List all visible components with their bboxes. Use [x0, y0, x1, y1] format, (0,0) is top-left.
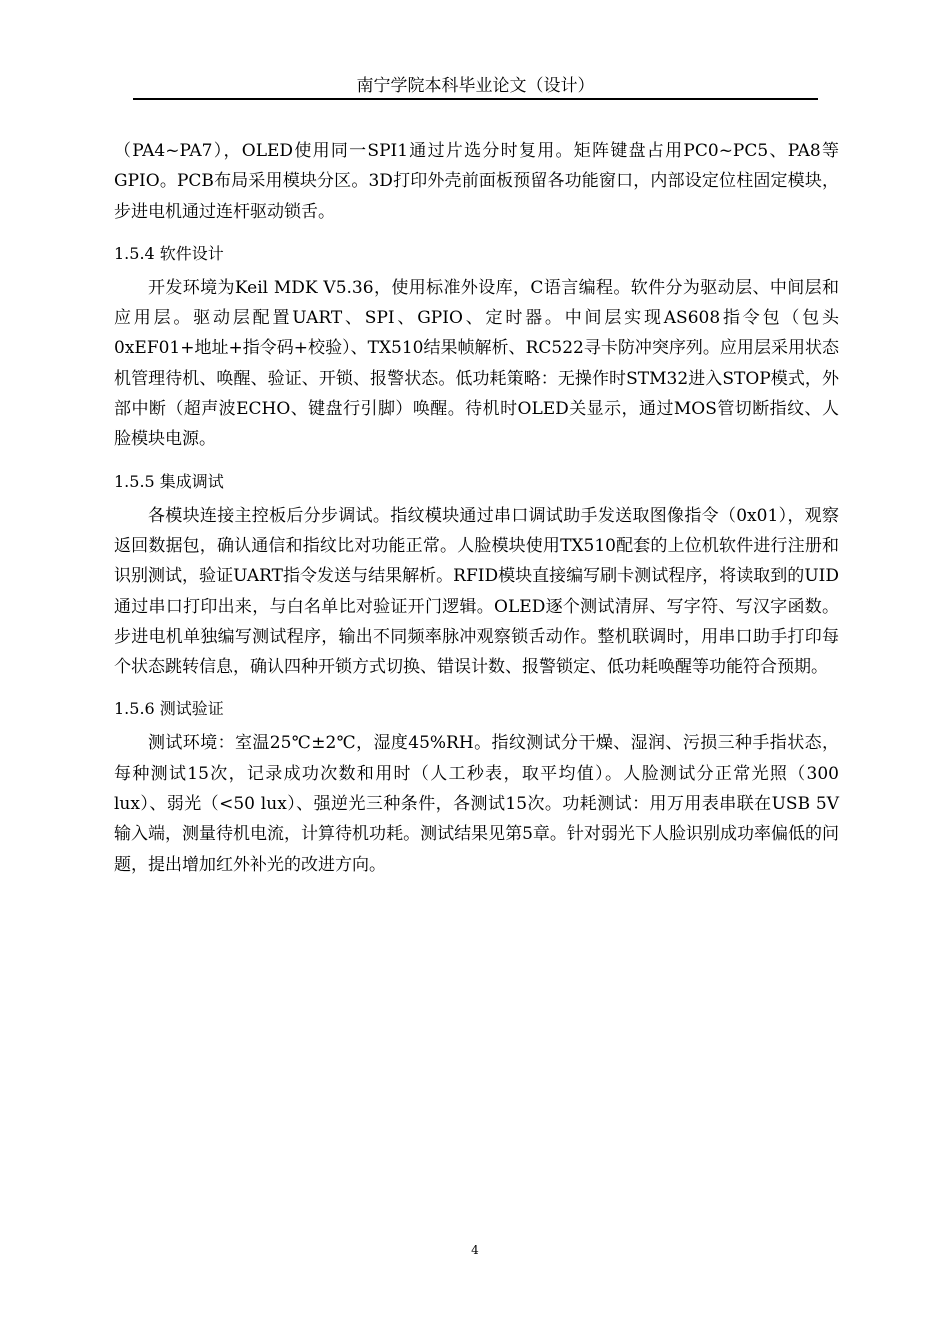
section-paragraph-integration: 各模块连接主控板后分步调试。指纹模块通过串口调试助手发送取图像指令（0x01），观察返回数据包，确认通信和指纹比对功能正常。人脸模块使用TX510配套的上位机软件进行注册和识别测试，验证UART指令发送与结果解析。RFID模块直接编写刷卡测试程序，将读取到的UID通过串口打印出来，与白名单比对验证开门逻辑。OLED逐个测试清屏、写字符、写汉字函数。步进电机单独编写测试程序，输出不同频率脉冲观察锁舌动作。整机联调时，用串口助手打印每个状态跳转信息，确认四种开锁方式切换、错误计数、报警锁定、低功耗唤醒等功能符合预期。 — [114, 505, 839, 678]
section-heading-integration: 1.5.5 集成调试 — [114, 471, 224, 491]
continuation-paragraph: （PA4~PA7），OLED使用同一SPI1通过片选分时复用。矩阵键盘占用PC0~PC5、PA8等GPIO。PCB布局采用模块分区。3D打印外壳前面板预留各功能窗口，内部设定位柱固定模块，步进电机通过连杆驱动锁舌。 — [114, 141, 839, 222]
section-paragraph-software: 开发环境为Keil MDK V5.36，使用标准外设库，C语言编程。软件分为驱动层、中间层和应用层。驱动层配置UART、SPI、GPIO、定时器。中间层实现AS608指令包（包头0xEF01+地址+指令码+校验）、TX510结果帧解析、RC522寻卡防冲突序列。应用层采用状态机管理待机、唤醒、验证、开锁、报警状态。低功耗策略：无操作时STM32进入STOP模式，外部中断（超声波ECHO、键盘行引脚）唤醒。待机时OLED关显示，通过MOS管切断指纹、人脸模块电源。 — [114, 277, 839, 450]
section-heading-software: 1.5.4 软件设计 — [114, 243, 224, 263]
page-header — [133, 72, 818, 100]
page-number: 4 — [471, 1243, 479, 1257]
header-title: 南宁学院本科毕业论文（设计） — [356, 76, 595, 96]
section-heading-testing: 1.5.6 测试验证 — [114, 699, 224, 719]
page-body — [114, 136, 839, 880]
section-paragraph-testing: 测试环境：室温25℃±2℃，湿度45%RH。指纹测试分干燥、湿润、污损三种手指状态，每种测试15次，记录成功次数和用时（人工秒表，取平均值）。人脸测试分正常光照（300 lux）、弱光（<50 lux）、强逆光三种条件，各测试15次。功耗测试：用万用表串联在USB 5V输入端，测量待机电流，计算待机功耗。测试结果见第5章。针对弱光下人脸识别成功率偏低的问题，提出增加红外补光的改进方向。 — [114, 733, 839, 875]
